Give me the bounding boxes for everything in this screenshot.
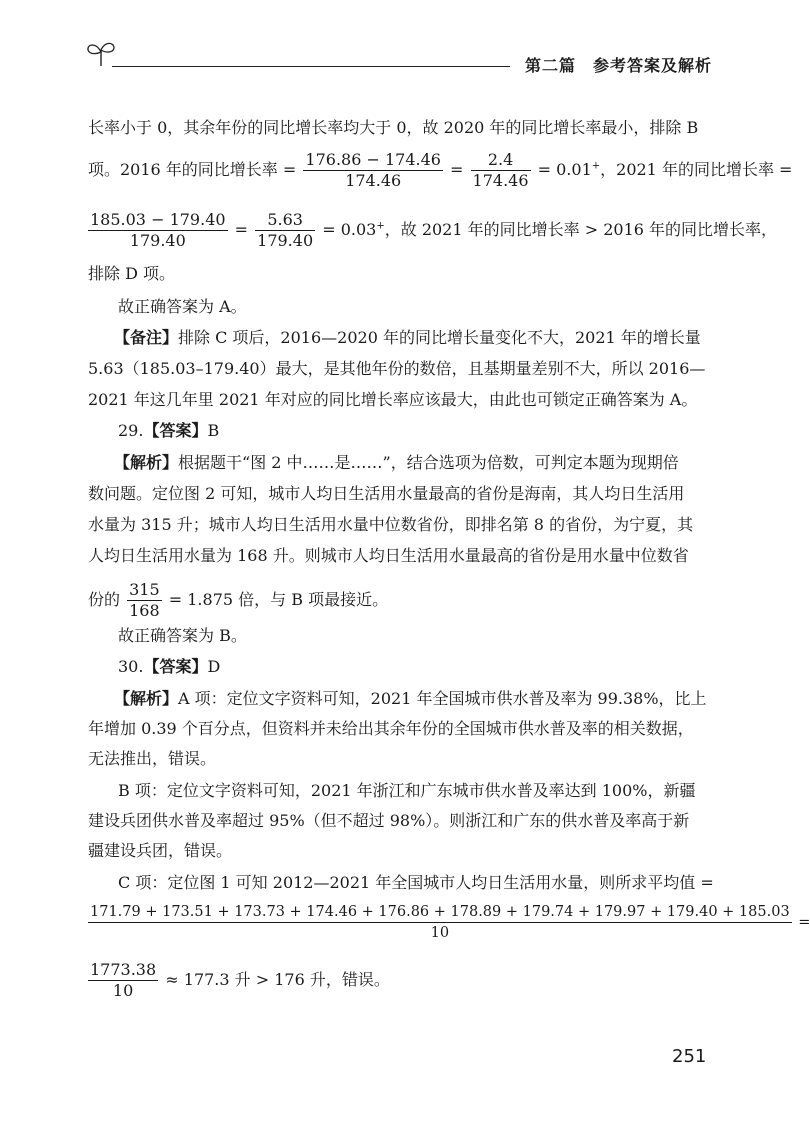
numerator: 2.4 xyxy=(471,150,531,171)
superscript: + xyxy=(591,160,601,172)
denominator: 10 xyxy=(112,981,134,1000)
text-line: 年增加 0.39 个百分点，但资料并未给出其余年份的全国城市供水普及率的相关数据， xyxy=(88,719,694,738)
equals-sign: = xyxy=(234,220,249,239)
text-span: 项。2016 年的同比增长率 = xyxy=(88,160,297,179)
answer-tag: 【答案】 xyxy=(143,421,208,440)
question-number: 29. xyxy=(118,421,144,440)
equals-sign: = xyxy=(798,914,810,931)
numerator: 176.86 − 174.46 xyxy=(305,150,441,169)
text-line: 人均日生活用水量为 168 升。则城市人均日生活用水量最高的省份是用水量中位数省 xyxy=(88,546,689,565)
text-span: ≈ 177.3 升 > 176 升，错误。 xyxy=(165,970,390,989)
numerator: 5.63 xyxy=(255,210,315,231)
fraction xyxy=(88,902,792,943)
sprout-icon xyxy=(84,38,118,68)
text-span: = 0.01 xyxy=(537,160,592,179)
page-number: 251 xyxy=(672,1046,707,1067)
text-span: = 1.875 倍，与 B 项最接近。 xyxy=(168,590,389,609)
answer-value: B xyxy=(207,421,220,440)
numerator: 171.79 + 173.51 + 173.73 + 174.46 + 176.86 + 178.89 + 179.74 + 179.97 + 179.40 + 185.03 xyxy=(88,902,792,923)
text-line: 2021 年这几年里 2021 年对应的同比增长率应该最大，由此也可锁定正确答案为 A。 xyxy=(88,390,698,409)
fraction xyxy=(471,150,531,191)
numerator: 1773.38 xyxy=(90,960,157,979)
fraction xyxy=(88,960,158,1001)
answer-tag: 【答案】 xyxy=(143,657,208,676)
denominator: 179.40 xyxy=(257,231,314,250)
text-line: 无法推出，错误。 xyxy=(88,749,217,768)
text-line: 水量为 315 升；城市人均日生活用水量中位数省份，即排名第 8 的省份，为宁夏，其 xyxy=(88,515,694,534)
text-line: 长率小于 0，其余年份的同比增长率均大于 0，故 2020 年的同比增长率最小，排除 B xyxy=(88,118,699,137)
text-span: ，2021 年的同比增长率 = xyxy=(600,160,793,179)
text-line: 5.63（185.03–179.40）最大，是其他年份的数倍，且基期量差别不大，所以 2016— xyxy=(88,359,706,378)
formula-line-ratio xyxy=(88,580,388,621)
header-rule xyxy=(112,66,510,67)
formula-line-2021 xyxy=(88,210,777,251)
header-title: 第二篇 参考答案及解析 xyxy=(525,56,713,75)
text-line: B 项：定位文字资料可知，2021 年浙江和广东城市供水普及率达到 100%，新疆 xyxy=(118,781,696,800)
analysis-tag: 【解析】 xyxy=(114,689,179,708)
denominator: 174.46 xyxy=(345,171,402,190)
question-30-answer xyxy=(118,656,220,678)
text-line: 数问题。定位图 2 可知，城市人均日生活用水量最高的省份是海南，其人均日生活用 xyxy=(88,484,685,503)
analysis-line xyxy=(114,452,679,474)
question-number: 30. xyxy=(118,657,144,676)
analysis-line xyxy=(114,688,707,710)
fraction xyxy=(255,210,315,251)
text-line: 疆建设兵团，错误。 xyxy=(88,841,233,860)
fraction xyxy=(303,150,443,191)
text-span: = 0.03 xyxy=(322,220,377,239)
question-29-answer xyxy=(118,420,219,442)
fraction xyxy=(88,210,228,251)
text-span: 根据题干“图 2 中……是……”，结合选项为倍数，可判定本题为现期倍 xyxy=(178,453,679,472)
note-line xyxy=(114,327,701,349)
numerator: 315 xyxy=(129,580,160,599)
note-tag: 【备注】 xyxy=(114,328,179,347)
text-span: 排除 C 项后，2016—2020 年的同比增长量变化不大，2021 年的增长量 xyxy=(178,328,701,347)
answer-conclusion: 故正确答案为 B。 xyxy=(118,626,247,645)
formula-line-result xyxy=(88,960,390,1001)
denominator: 174.46 xyxy=(472,171,529,190)
denominator: 10 xyxy=(430,925,450,941)
text-span: A 项：定位文字资料可知，2021 年全国城市供水普及率为 99.38%，比上 xyxy=(178,689,707,708)
analysis-tag: 【解析】 xyxy=(114,453,179,472)
superscript: + xyxy=(376,220,385,232)
formula-line-2016 xyxy=(88,150,792,191)
text-line: 排除 D 项。 xyxy=(88,264,176,283)
text-span: ，故 2021 年的同比增长率 > 2016 年的同比增长率， xyxy=(384,220,778,239)
answer-value: D xyxy=(207,657,221,676)
text-span: 份的 xyxy=(88,590,121,609)
denominator: 168 xyxy=(129,601,160,620)
fraction xyxy=(127,580,162,621)
text-line: 建设兵团供水普及率超过 95%（但不超过 98%）。则浙江和广东的供水普及率高于新 xyxy=(88,811,690,830)
equals-sign: = xyxy=(450,160,464,179)
denominator: 179.40 xyxy=(129,231,186,250)
answer-conclusion: 故正确答案为 A。 xyxy=(118,297,247,316)
numerator: 185.03 − 179.40 xyxy=(90,210,226,229)
text-line: C 项：定位图 1 可知 2012—2021 年全国城市人均日生活用水量，则所求平均值 = xyxy=(118,873,714,892)
formula-line-average xyxy=(88,902,810,943)
